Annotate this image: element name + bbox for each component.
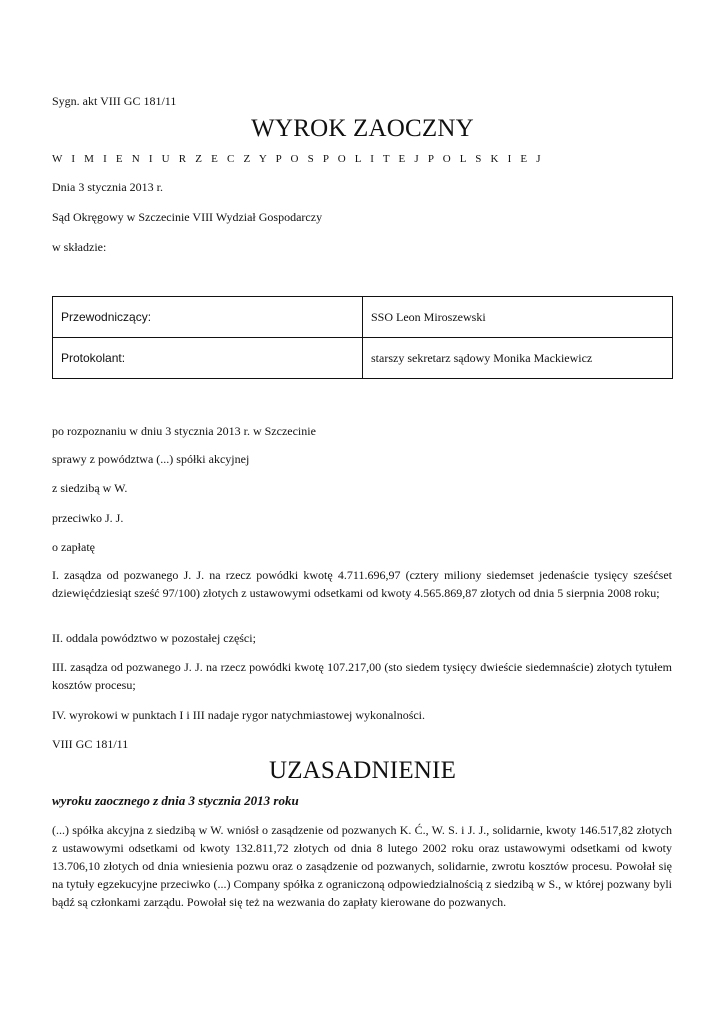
role-cell: Protokolant: — [53, 338, 363, 379]
case-seat-line: z siedzibą w W. — [52, 481, 128, 495]
ruling-item-4: IV. wyrokowi w punktach I i III nadaje rygor natychmiastowej wykonalności. — [52, 708, 426, 722]
person-cell: SSO Leon Miroszewski — [363, 297, 673, 338]
justification-signature: VIII GC 181/11 — [52, 737, 129, 751]
ruling-item-3: III. zasądza od pozwanego J. J. na rzecz powódki kwotę 107.217,00 (sto siedem tysięcy dwieście siedemnaście) złotych tytułem kosztów procesu; — [52, 660, 672, 692]
court-composition-table — [52, 296, 673, 379]
document-title: WYROK ZAOCZNY — [251, 115, 474, 142]
case-subject-line: o zapłatę — [52, 540, 95, 554]
justification-paragraph: (...) spółka akcyjna z siedzibą w W. wniósł o zasądzenie od pozwanych K. Ć., W. S. i J. J., solidarnie, kwoty 146.517,82 złotych z ustawowymi odsetkami od kwoty 132.811,72 złotych od dnia 8 lutego 2002 roku oraz ustawowymi odsetkami od kwoty 13.706,10 złotych od dnia wniesienia pozwu oraz o zasądzenie od pozwanych, solidarnie, zwrotu kosztów procesu. Powołał się na tytuły egzekucyjne przeciwko (...) Company spółka z ograniczoną odpowiedzialnością z siedzibą w S., w której pozwany byli bądź są członkami zarządu. Powołał się też na wezwania do zapłaty kierowane do pozwanych. — [52, 823, 672, 909]
table-row — [53, 297, 673, 338]
judgment-date: Dnia 3 stycznia 2013 r. — [52, 180, 163, 194]
table-row — [53, 338, 673, 379]
case-plaintiff-line: sprawy z powództwa (...) spółki akcyjnej — [52, 452, 250, 466]
role-cell: Przewodniczący: — [53, 297, 363, 338]
court-name: Sąd Okręgowy w Szczecinie VIII Wydział Gospodarczy — [52, 210, 323, 224]
justification-subtitle: wyroku zaocznego z dnia 3 stycznia 2013 roku — [52, 793, 299, 808]
case-signature: Sygn. akt VIII GC 181/11 — [52, 94, 177, 108]
composition-intro: w składzie: — [52, 240, 107, 254]
case-defendant-line: przeciwko J. J. — [52, 511, 124, 525]
ruling-item-2: II. oddala powództwo w pozostałej części; — [52, 631, 256, 645]
in-name-of-republic: W I M I E N I U R Z E C Z Y P O S P O L I T E J P O L S K I E J — [52, 153, 544, 165]
person-cell: starszy sekretarz sądowy Monika Mackiewicz — [363, 338, 673, 379]
ruling-item-1: I. zasądza od pozwanego J. J. na rzecz powódki kwotę 4.711.696,97 (cztery miliony siedemset jedenaście tysięcy sześćset dziewięćdziesiąt sześć 97/100) złotych z ustawowymi odsetkami od kwoty 4.565.869,87 złotych od dnia 5 sierpnia 2008 roku; — [52, 568, 672, 600]
case-hearing-line: po rozpoznaniu w dniu 3 stycznia 2013 r. w Szczecinie — [52, 424, 316, 438]
justification-title: UZASADNIENIE — [268, 757, 457, 784]
